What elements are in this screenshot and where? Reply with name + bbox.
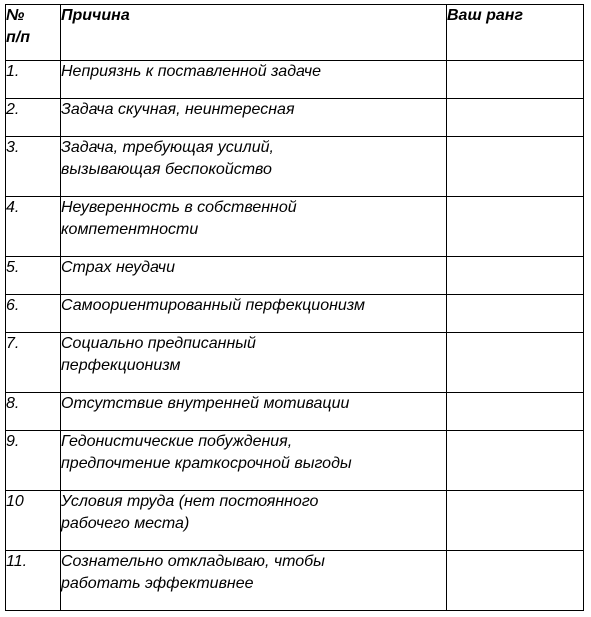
table-row [6,257,584,295]
header-number-symbol: № [6,7,25,24]
row-reason-line: работать эффективнее [61,575,254,592]
rank-cell[interactable] [447,431,584,491]
row-reason-line: Гедонистические побуждения, [61,433,293,450]
rank-cell[interactable] [447,333,584,393]
rank-cell[interactable] [447,295,584,333]
rank-cell[interactable] [447,491,584,551]
row-reason-line: Неприязнь к поставленной задаче [61,63,322,80]
row-number: 2. [6,99,61,137]
rank-cell[interactable] [447,99,584,137]
row-reason [61,491,447,551]
rank-cell[interactable] [447,61,584,99]
row-reason-line: компетентности [61,221,199,238]
row-number: 6. [6,295,61,333]
row-reason-line: Задача скучная, неинтересная [61,101,295,118]
table-row [6,137,584,197]
table-row [6,431,584,491]
header-number-abbr: п/п [6,29,30,46]
reasons-table [5,4,584,611]
rank-cell[interactable] [447,197,584,257]
rank-cell[interactable] [447,257,584,295]
row-reason-line: Страх неудачи [61,259,175,276]
row-reason [61,393,447,431]
row-reason-line: вызывающая беспокойство [61,161,272,178]
row-reason-line: Условия труда (нет постоянного [61,493,319,510]
table-row [6,491,584,551]
table-header-row [6,5,584,61]
row-number: 10 [6,491,61,551]
table-row [6,551,584,611]
header-rank: Ваш ранг [447,5,584,61]
row-reason [61,137,447,197]
row-reason-line: Отсутствие внутренней мотивации [61,395,350,412]
row-reason [61,99,447,137]
row-reason [61,197,447,257]
row-reason-line: перфекционизм [61,357,181,374]
row-reason-line: Самоориентированный перфекционизм [61,297,366,314]
row-reason-line: Задача, требующая усилий, [61,139,274,156]
row-reason [61,431,447,491]
row-number: 11. [6,551,61,611]
row-number: 8. [6,393,61,431]
row-number: 9. [6,431,61,491]
row-number: 5. [6,257,61,295]
row-reason-line: Неуверенность в собственной [61,199,297,216]
rank-cell[interactable] [447,137,584,197]
row-reason [61,295,447,333]
row-reason-line: Сознательно откладываю, чтобы [61,553,325,570]
row-reason [61,333,447,393]
row-reason-line: рабочего места) [61,515,190,532]
row-number: 3. [6,137,61,197]
row-reason [61,257,447,295]
rank-cell[interactable] [447,551,584,611]
table-row [6,197,584,257]
header-number [6,5,61,61]
header-reason: Причина [61,5,447,61]
row-number: 7. [6,333,61,393]
rank-cell[interactable] [447,393,584,431]
row-number: 1. [6,61,61,99]
row-reason-line: Социально предписанный [61,335,256,352]
row-reason [61,61,447,99]
row-number: 4. [6,197,61,257]
row-reason [61,551,447,611]
table-row [6,333,584,393]
table-row [6,61,584,99]
table-row [6,393,584,431]
row-reason-line: предпочтение краткосрочной выгоды [61,455,352,472]
table-row [6,99,584,137]
table-row [6,295,584,333]
